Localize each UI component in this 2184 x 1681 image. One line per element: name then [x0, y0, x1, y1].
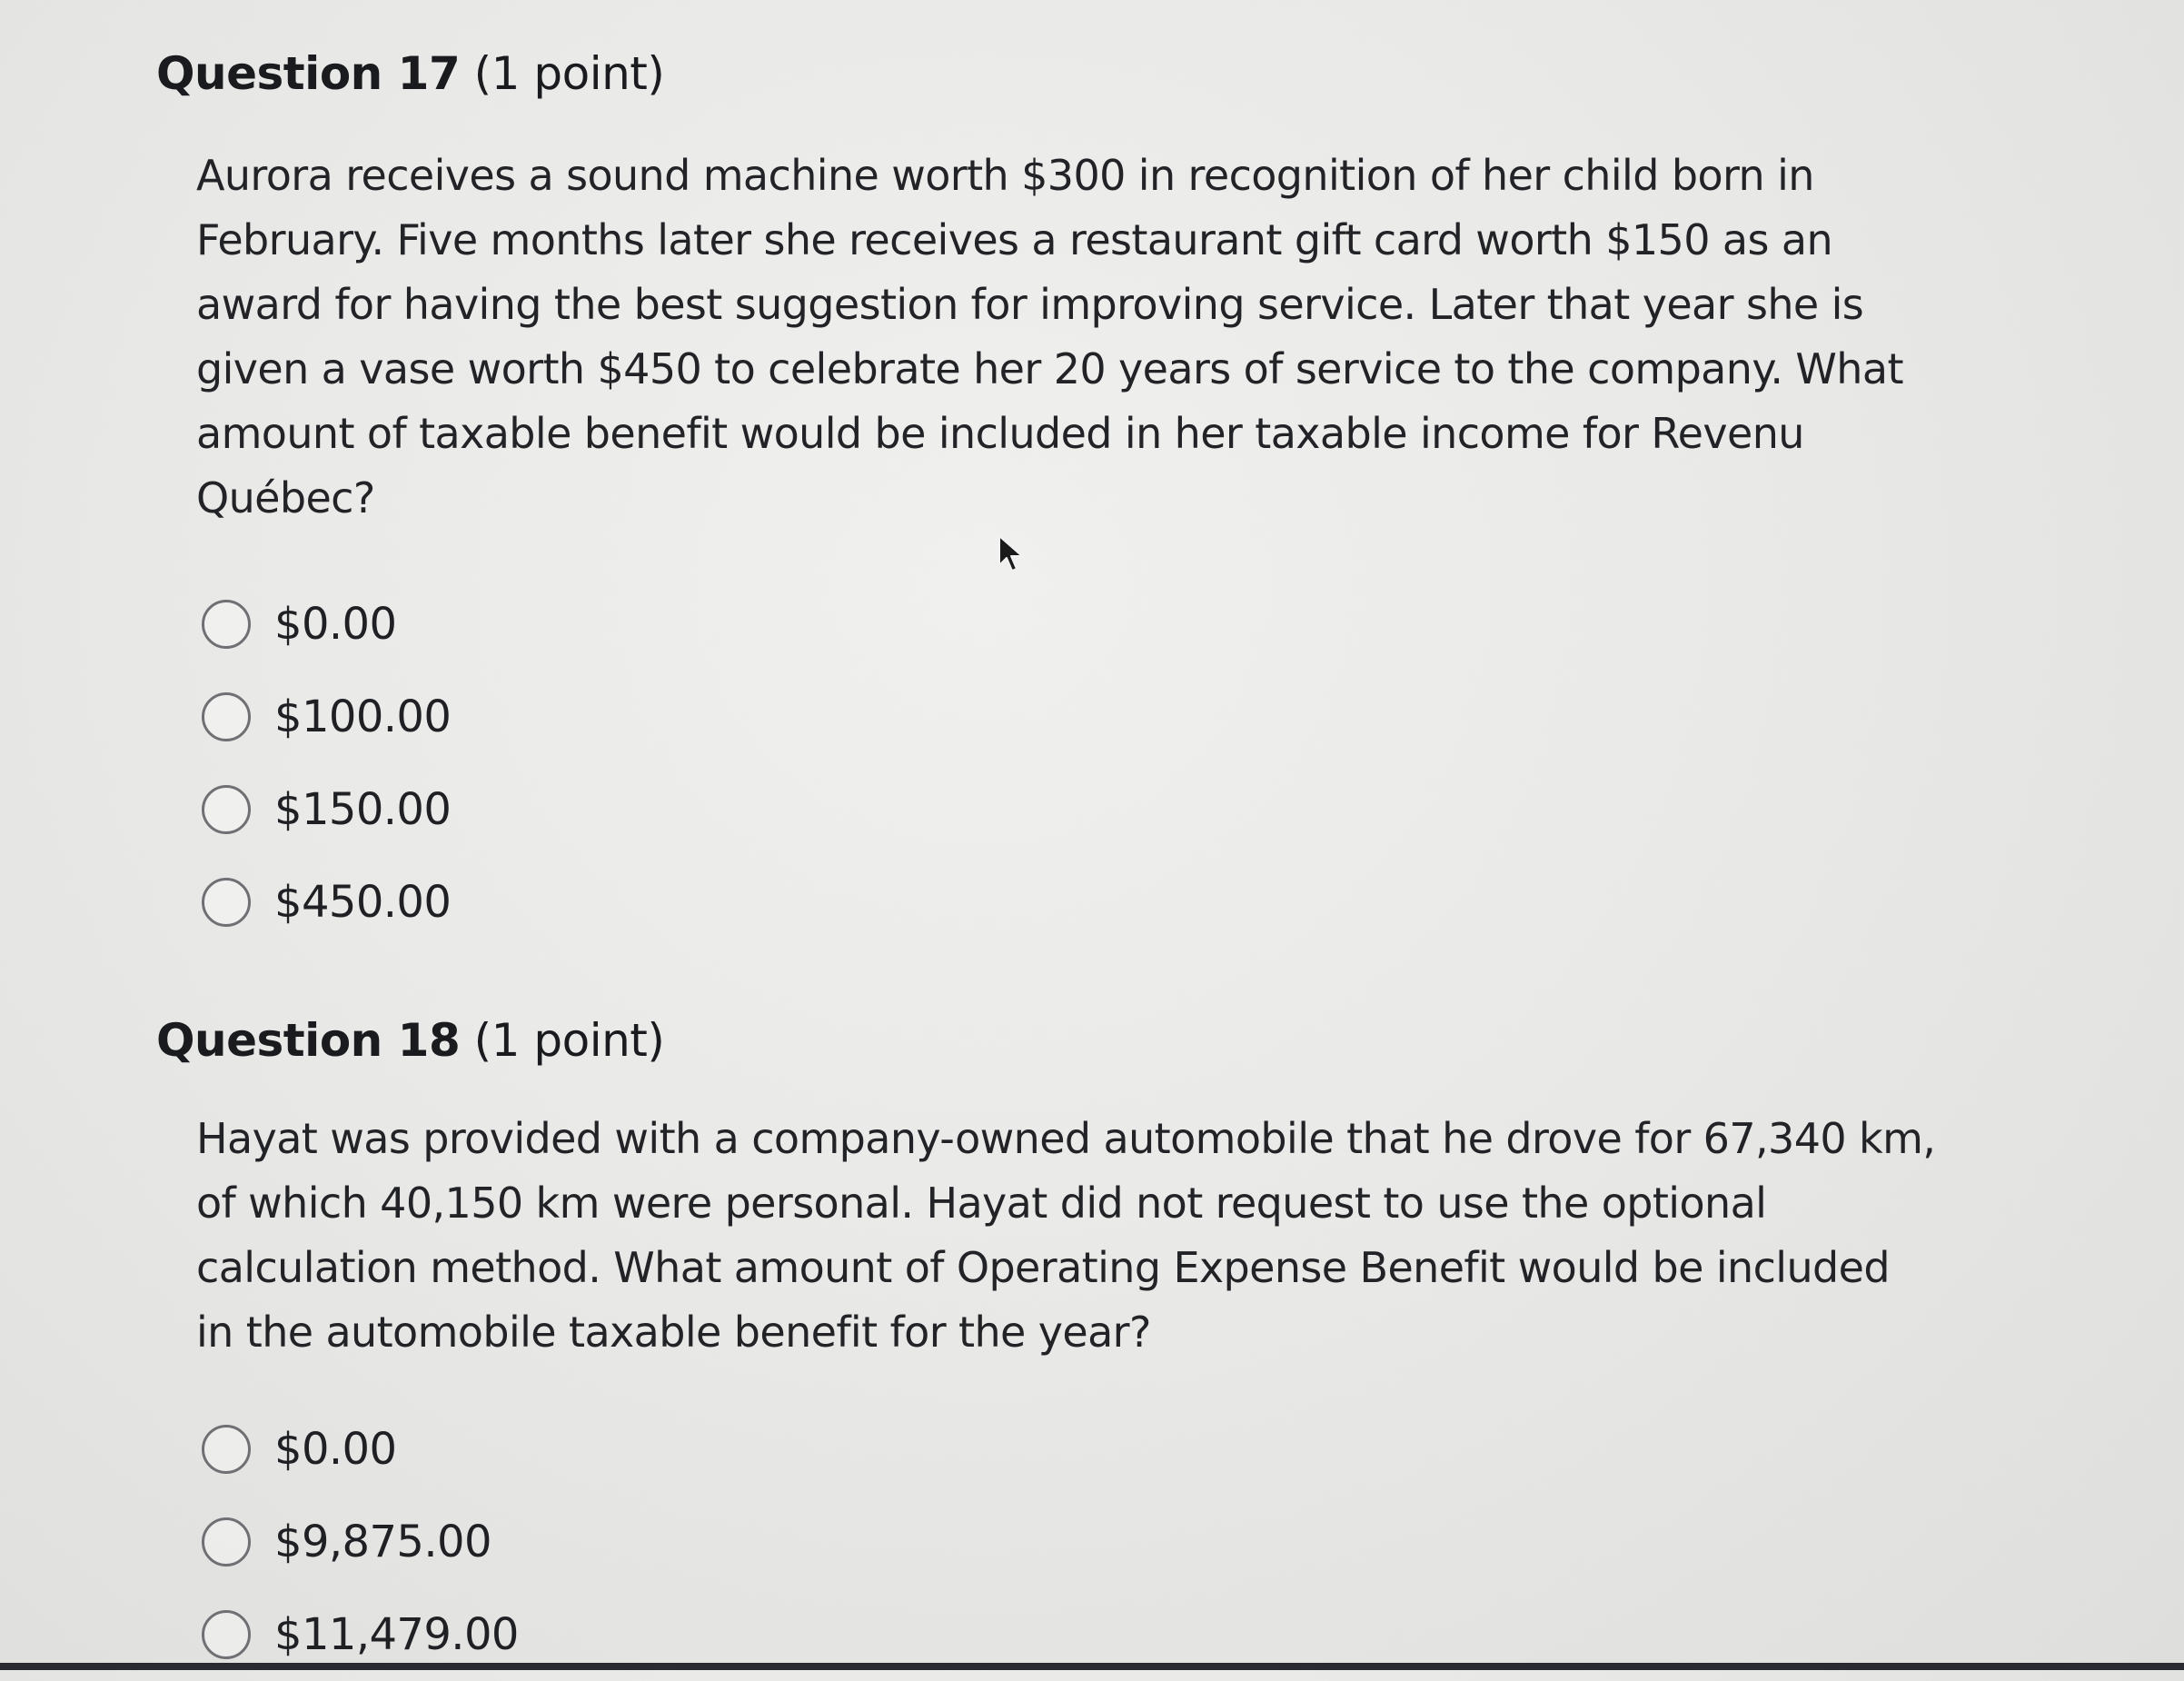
answer-option[interactable]: [202, 1403, 519, 1496]
radio-unselected-icon[interactable]: [202, 878, 251, 927]
answer-option[interactable]: [202, 1496, 519, 1588]
question-text-line: award for having the best suggestion for improving service. Later that year she is: [196, 280, 1864, 329]
question-text-line: February. Five months later she receives a restaurant gift card worth $150 as an: [196, 215, 1833, 264]
answer-option[interactable]: [202, 578, 451, 671]
answer-option[interactable]: [202, 856, 451, 949]
question-text-line: calculation method. What amount of Operating Expense Benefit would be included: [196, 1243, 1890, 1292]
question-18-options: [202, 1403, 519, 1681]
question-points: (1 point): [473, 47, 665, 100]
question-text-line: of which 40,150 km were personal. Hayat did not request to use the optional: [196, 1179, 1767, 1228]
radio-unselected-icon[interactable]: [202, 692, 251, 741]
question-17-text: [196, 144, 1977, 531]
question-title: Question 18: [156, 1014, 461, 1067]
question-text-line: in the automobile taxable benefit for the year?: [196, 1308, 1151, 1357]
screen-bottom-bezel: [0, 1663, 2184, 1670]
question-18-text: [196, 1107, 1977, 1365]
question-points: (1 point): [473, 1014, 665, 1067]
question-text-line: given a vase worth $450 to celebrate her 20 years of service to the company. What: [196, 344, 1903, 393]
question-18-header: [156, 1014, 664, 1067]
radio-unselected-icon[interactable]: [202, 600, 251, 649]
radio-unselected-icon[interactable]: [202, 1425, 251, 1474]
answer-option-label[interactable]: $450.00: [274, 877, 452, 928]
question-text-line: Aurora receives a sound machine worth $300 in recognition of her child born in: [196, 151, 1814, 200]
radio-unselected-icon[interactable]: [202, 1610, 251, 1659]
question-text-line: amount of taxable benefit would be included in her taxable income for Revenu: [196, 409, 1804, 458]
question-17-header: [156, 47, 664, 100]
mouse-pointer-icon: [998, 534, 1027, 574]
answer-option-label[interactable]: $100.00: [274, 691, 452, 742]
question-text-line: Québec?: [196, 473, 375, 522]
radio-unselected-icon[interactable]: [202, 785, 251, 834]
question-text-line: Hayat was provided with a company-owned automobile that he drove for 67,340 km,: [196, 1114, 1936, 1163]
question-title: Question 17: [156, 47, 461, 100]
answer-option[interactable]: [202, 671, 451, 763]
answer-option-label[interactable]: $9,875.00: [274, 1517, 491, 1567]
answer-option-label[interactable]: $150.00: [274, 784, 452, 835]
answer-option-label[interactable]: $0.00: [274, 599, 397, 650]
answer-option-label[interactable]: $0.00: [274, 1424, 397, 1475]
answer-option[interactable]: [202, 763, 451, 856]
answer-option-label[interactable]: $11,479.00: [274, 1609, 519, 1660]
question-17-options: [202, 578, 451, 949]
radio-unselected-icon[interactable]: [202, 1517, 251, 1567]
